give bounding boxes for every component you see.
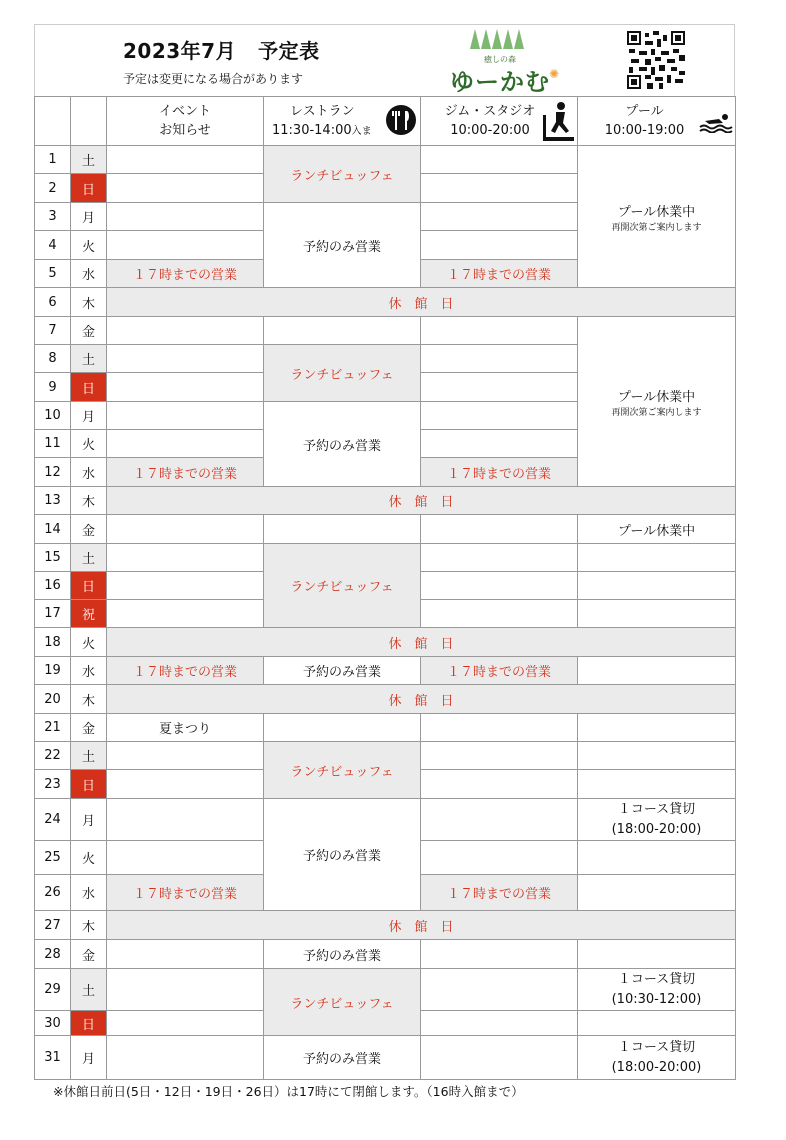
gym-cell bbox=[421, 430, 578, 458]
weekday-cell: 火 bbox=[71, 430, 107, 458]
footnote: ※休館日前日(5日・12日・19日・26日）は17時にて閉館します。（16時入館まで） bbox=[53, 1084, 524, 1099]
reopen-note: 再開次第ご案内します bbox=[611, 222, 702, 233]
event-cell bbox=[107, 345, 264, 373]
date-cell: 21 bbox=[35, 714, 71, 742]
reopen-note: 再開次第ご案内します bbox=[611, 407, 702, 418]
day-row bbox=[35, 911, 736, 940]
weekday-cell: 火 bbox=[71, 841, 107, 875]
gym-cell bbox=[421, 714, 578, 742]
buffet-cell: ランチビュッフェ bbox=[264, 345, 421, 402]
gym-cell bbox=[421, 544, 578, 572]
pool-closed-cell: プール休業中 bbox=[578, 515, 736, 544]
event-header-sub: お知らせ bbox=[159, 123, 211, 138]
date-cell: 31 bbox=[35, 1036, 71, 1080]
weekday-cell: 土 bbox=[71, 742, 107, 770]
pool-cell bbox=[578, 714, 736, 742]
date-cell: 26 bbox=[35, 875, 71, 911]
restaurant-header bbox=[264, 97, 421, 146]
weekday-cell: 日 bbox=[71, 770, 107, 799]
day-row bbox=[35, 969, 736, 1011]
date-cell: 24 bbox=[35, 799, 71, 841]
date-cell: 1 bbox=[35, 146, 71, 174]
event-until17-cell: １７時までの営業 bbox=[107, 458, 264, 487]
date-cell: 5 bbox=[35, 260, 71, 288]
event-cell bbox=[107, 203, 264, 231]
date-cell: 11 bbox=[35, 430, 71, 458]
pool-cell bbox=[578, 742, 736, 770]
pool-cell bbox=[578, 770, 736, 799]
weekday-cell: 水 bbox=[71, 260, 107, 288]
pool-closed-cell bbox=[578, 317, 736, 487]
gym-cell bbox=[421, 969, 578, 1011]
restaurant-cell bbox=[264, 317, 421, 345]
festival-event-cell: 夏まつり bbox=[107, 714, 264, 742]
restaurant-cell bbox=[264, 515, 421, 544]
event-cell bbox=[107, 146, 264, 174]
pool-header-title: プール bbox=[625, 104, 664, 119]
weekday-cell: 火 bbox=[71, 628, 107, 657]
date-cell: 12 bbox=[35, 458, 71, 487]
reserve-cell: 予約のみ営業 bbox=[264, 203, 421, 288]
pool-cell bbox=[578, 940, 736, 969]
gym-cell bbox=[421, 203, 578, 231]
event-cell bbox=[107, 402, 264, 430]
event-cell bbox=[107, 799, 264, 841]
title-text: 予定表 bbox=[258, 39, 320, 63]
title-month: 2023年7月 bbox=[123, 39, 237, 63]
date-cell: 3 bbox=[35, 203, 71, 231]
course-text: １コース貸切 bbox=[617, 1039, 696, 1055]
day-row bbox=[35, 742, 736, 770]
date-cell: 27 bbox=[35, 911, 71, 940]
gym-cell bbox=[421, 742, 578, 770]
gym-cell bbox=[421, 799, 578, 841]
page-title bbox=[123, 35, 320, 64]
page-header bbox=[34, 24, 735, 96]
schedule-table bbox=[34, 96, 736, 1080]
event-cell bbox=[107, 174, 264, 203]
date-cell: 13 bbox=[35, 487, 71, 515]
gym-header-title: ジム・スタジオ bbox=[444, 104, 536, 119]
course-time: (18:00-20:00) bbox=[611, 821, 702, 837]
gym-cell bbox=[421, 940, 578, 969]
weekday-cell: 月 bbox=[71, 1036, 107, 1080]
event-until17-cell: １７時までの営業 bbox=[107, 260, 264, 288]
event-cell bbox=[107, 969, 264, 1011]
reserve-cell: 予約のみ営業 bbox=[264, 402, 421, 487]
gym-cell bbox=[421, 174, 578, 203]
logo-main-text: ゆーかむ bbox=[450, 68, 550, 96]
sun-icon: ✺ bbox=[549, 67, 560, 81]
event-cell bbox=[107, 742, 264, 770]
pool-cell bbox=[578, 544, 736, 572]
event-cell bbox=[107, 1011, 264, 1036]
event-cell bbox=[107, 841, 264, 875]
pool-cell bbox=[578, 1011, 736, 1036]
course-text: １コース貸切 bbox=[617, 971, 696, 987]
closed-day-cell: 休 館 日 bbox=[107, 685, 736, 714]
pool-cell bbox=[578, 600, 736, 628]
course-time: (10:30-12:00) bbox=[611, 991, 702, 1007]
pool-cell bbox=[578, 875, 736, 911]
pool-header-hours: 10:00-19:00 bbox=[604, 123, 685, 138]
event-cell bbox=[107, 544, 264, 572]
gym-cell bbox=[421, 1036, 578, 1080]
event-cell bbox=[107, 430, 264, 458]
event-cell bbox=[107, 231, 264, 260]
date-cell: 18 bbox=[35, 628, 71, 657]
pool-course-cell bbox=[578, 799, 736, 841]
event-cell bbox=[107, 600, 264, 628]
date-cell: 9 bbox=[35, 373, 71, 402]
weekday-cell: 日 bbox=[71, 373, 107, 402]
weekday-cell: 金 bbox=[71, 940, 107, 969]
header-row bbox=[35, 97, 736, 146]
pool-course-cell bbox=[578, 969, 736, 1011]
gym-cell bbox=[421, 572, 578, 600]
subtitle: 予定は変更になる場合があります bbox=[123, 72, 304, 86]
closed-day-cell: 休 館 日 bbox=[107, 288, 736, 317]
date-cell: 8 bbox=[35, 345, 71, 373]
day-row bbox=[35, 657, 736, 685]
day-row bbox=[35, 714, 736, 742]
weekday-cell: 金 bbox=[71, 317, 107, 345]
weekday-cell: 月 bbox=[71, 402, 107, 430]
weekday-cell: 月 bbox=[71, 799, 107, 841]
weekday-cell: 木 bbox=[71, 487, 107, 515]
day-row bbox=[35, 940, 736, 969]
event-header-title: イベント bbox=[158, 104, 211, 119]
gym-header bbox=[421, 97, 578, 146]
event-until17-cell: １７時までの営業 bbox=[107, 875, 264, 911]
date-cell: 17 bbox=[35, 600, 71, 628]
event-cell bbox=[107, 317, 264, 345]
day-row bbox=[35, 288, 736, 317]
course-time: (18:00-20:00) bbox=[611, 1059, 702, 1075]
gym-until17-cell: １７時までの営業 bbox=[421, 260, 578, 288]
day-row bbox=[35, 317, 736, 345]
gym-cell bbox=[421, 231, 578, 260]
date-cell: 16 bbox=[35, 572, 71, 600]
forest-icon bbox=[440, 27, 560, 55]
gym-until17-cell: １７時までの営業 bbox=[421, 657, 578, 685]
day-row bbox=[35, 685, 736, 714]
event-cell bbox=[107, 1036, 264, 1080]
pool-closed-text: プール休業中 bbox=[617, 389, 696, 405]
treadmill-icon bbox=[539, 101, 575, 143]
swimmer-icon bbox=[699, 113, 733, 133]
pool-closed-cell bbox=[578, 146, 736, 288]
logo bbox=[440, 27, 560, 96]
date-cell: 22 bbox=[35, 742, 71, 770]
buffet-cell: ランチビュッフェ bbox=[264, 742, 421, 799]
date-cell: 4 bbox=[35, 231, 71, 260]
closed-day-cell: 休 館 日 bbox=[107, 487, 736, 515]
gym-header-hours: 10:00-20:00 bbox=[450, 123, 530, 138]
day-row bbox=[35, 515, 736, 544]
pool-cell bbox=[578, 657, 736, 685]
event-cell bbox=[107, 373, 264, 402]
gym-cell bbox=[421, 317, 578, 345]
closed-day-cell: 休 館 日 bbox=[107, 628, 736, 657]
weekday-cell: 木 bbox=[71, 685, 107, 714]
restaurant-hours-note: 入ま bbox=[351, 125, 372, 137]
gym-cell bbox=[421, 402, 578, 430]
restaurant-hours: 11:30-14:00 bbox=[272, 122, 352, 138]
date-cell: 25 bbox=[35, 841, 71, 875]
event-header bbox=[107, 97, 264, 146]
reserve-cell: 予約のみ営業 bbox=[264, 1036, 421, 1080]
course-text: １コース貸切 bbox=[617, 801, 696, 817]
day-row bbox=[35, 544, 736, 572]
date-cell: 19 bbox=[35, 657, 71, 685]
weekday-cell: 日 bbox=[71, 572, 107, 600]
date-cell: 14 bbox=[35, 515, 71, 544]
buffet-cell: ランチビュッフェ bbox=[264, 146, 421, 203]
weekday-cell: 水 bbox=[71, 875, 107, 911]
event-cell bbox=[107, 940, 264, 969]
reserve-cell: 予約のみ営業 bbox=[264, 940, 421, 969]
date-cell: 6 bbox=[35, 288, 71, 317]
gym-cell bbox=[421, 841, 578, 875]
date-cell: 15 bbox=[35, 544, 71, 572]
buffet-cell: ランチビュッフェ bbox=[264, 969, 421, 1036]
weekday-cell: 火 bbox=[71, 231, 107, 260]
date-cell: 2 bbox=[35, 174, 71, 203]
event-cell bbox=[107, 572, 264, 600]
pool-cell bbox=[578, 572, 736, 600]
day-row bbox=[35, 799, 736, 841]
date-header bbox=[35, 97, 71, 146]
weekday-cell: 木 bbox=[71, 288, 107, 317]
closed-day-cell: 休 館 日 bbox=[107, 911, 736, 940]
weekday-cell: 木 bbox=[71, 911, 107, 940]
restaurant-cell bbox=[264, 714, 421, 742]
gym-cell bbox=[421, 345, 578, 373]
date-cell: 30 bbox=[35, 1011, 71, 1036]
gym-cell bbox=[421, 373, 578, 402]
date-cell: 29 bbox=[35, 969, 71, 1011]
pool-cell bbox=[578, 841, 736, 875]
gym-until17-cell: １７時までの営業 bbox=[421, 875, 578, 911]
gym-cell bbox=[421, 600, 578, 628]
reserve-cell: 予約のみ営業 bbox=[264, 799, 421, 911]
day-row bbox=[35, 146, 736, 174]
pool-course-cell bbox=[578, 1036, 736, 1080]
weekday-cell: 金 bbox=[71, 515, 107, 544]
day-row bbox=[35, 628, 736, 657]
buffet-cell: ランチビュッフェ bbox=[264, 544, 421, 628]
weekday-cell: 日 bbox=[71, 174, 107, 203]
weekday-header bbox=[71, 97, 107, 146]
gym-cell bbox=[421, 146, 578, 174]
weekday-cell: 祝 bbox=[71, 600, 107, 628]
event-cell bbox=[107, 515, 264, 544]
date-cell: 7 bbox=[35, 317, 71, 345]
cutlery-icon bbox=[386, 103, 416, 137]
weekday-cell: 金 bbox=[71, 714, 107, 742]
date-cell: 10 bbox=[35, 402, 71, 430]
date-cell: 20 bbox=[35, 685, 71, 714]
pool-header bbox=[578, 97, 736, 146]
reserve-cell: 予約のみ営業 bbox=[264, 657, 421, 685]
gym-cell bbox=[421, 770, 578, 799]
date-cell: 28 bbox=[35, 940, 71, 969]
event-until17-cell: １７時までの営業 bbox=[107, 657, 264, 685]
logo-small-text: 癒しの森 bbox=[484, 55, 516, 64]
weekday-cell: 月 bbox=[71, 203, 107, 231]
event-cell bbox=[107, 770, 264, 799]
weekday-cell: 土 bbox=[71, 544, 107, 572]
gym-cell bbox=[421, 1011, 578, 1036]
weekday-cell: 水 bbox=[71, 657, 107, 685]
weekday-cell: 土 bbox=[71, 146, 107, 174]
date-cell: 23 bbox=[35, 770, 71, 799]
weekday-cell: 水 bbox=[71, 458, 107, 487]
gym-cell bbox=[421, 515, 578, 544]
weekday-cell: 土 bbox=[71, 969, 107, 1011]
day-row bbox=[35, 487, 736, 515]
pool-closed-text: プール休業中 bbox=[617, 204, 696, 220]
qr-code-icon bbox=[627, 31, 685, 89]
weekday-cell: 日 bbox=[71, 1011, 107, 1036]
weekday-cell: 土 bbox=[71, 345, 107, 373]
restaurant-header-title: レストラン bbox=[290, 103, 355, 119]
gym-until17-cell: １７時までの営業 bbox=[421, 458, 578, 487]
day-row bbox=[35, 1036, 736, 1080]
